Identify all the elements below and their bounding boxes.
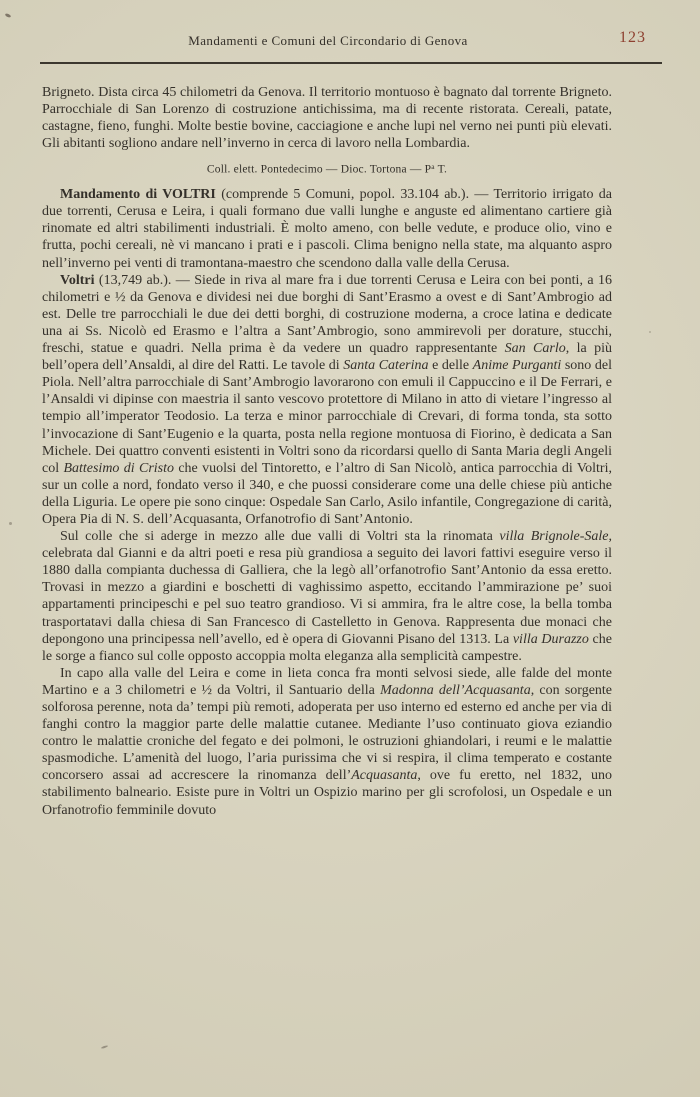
text-run: che vuolsi del Tintoretto, e l’altro di San Nicolò, antica parrocchia di Voltri, sur un colle a nord, fondato verso il 340, e che puossi considerare come una delle chiese più antiche della Liguria. Le opere pie sono cinque: Ospedale San Carlo, Asilo infantile, Congregazione di carità, Opera Pia di N. S. dell’Acquasanta, Orfanotrofio di Sant’Antonio. [42,460,612,527]
paper-speck [101,1045,108,1049]
text-run-i: Madonna dell’Acquasanta [380,682,531,698]
text-run: In capo alla valle del Leira e come in lieta conca fra monti selvosi siede, alle falde del monte Martino e a 3 chilometri e ½ da Voltri, il Santuario della [42,665,612,698]
page-number: 123 [619,29,646,46]
text-run-i: villa Brignole-Sale [499,529,609,545]
text-run: (comprende 5 Comuni, popol. 33.104 ab.). — Territorio irrigato da due torrenti, Cerusa e Leira, i quali formano due valli lunghe e anguste ed alimentano cartiere già rinomate ed altri stabilimenti industriali. È molto ameno, con belle vedute, e produce olio, vino e frutta, pochi cereali, nè vi mancano i prati e i pascoli. Clima benigno nella state, ma alquanto aspro nell’inverno pei venti di tramontana-maestro che scendono dalla valle della Cerusa. [42,187,612,271]
text-run: , ove fu eretto, nel 1832, uno stabilimento balneario. Esiste pure in Voltri un Ospizio marino per gli scrofolosi, un Ospedale e un Orfanotrofio femminile dovuto [42,768,612,818]
text-run: Brigneto. Dista circa 45 chilometri da Genova. Il territorio montuoso è bagnato dal torrente Brigneto. Parrocchiale di San Lorenzo di costruzione antichissima, ma di recente ristorata. Cereali, patate, castagne, fieno, funghi. Molte bestie bovine, cacciagione e anche lupi nel verno nei punti più elevati. Gli abitanti sogliono andare nell’inverno in cerca di lavoro nella Lombardia. [42,85,612,152]
text-run: sono del Piola. Nell’altra parrocchiale di Sant’Ambrogio lavorarono con emuli il Cappuccino e il De Ferrari, e l’Ansaldi vi dipinse con maestria il santo vescovo protettore di Milano in atto di vietare l’ingresso al tempio all’imperator Teodosio. La terza e minor parrocchiale di Crevari, di forma tonda, sta sotto l’invocazione di Sant’Eugenio e la quarta, posta nella regione montuosa di Fiorino, è dedicata a San Michele. Dei quattro conventi esistenti in Voltri sono da ricordarsi quello di Santa Maria degli Angeli col [42,358,612,476]
paragraph [42,528,612,665]
page-header [40,0,662,49]
text-run: , con sorgente solforosa perenne, nota da’ tempi più remoti, adoperata per uso interno ed esterno ed anche per via di fanghi contro la maggior parte delle malattie cutanee. Mediante l’uso continuato giova eziandio contro le malattie croniche del fegato e dei polmoni, le ostruzioni ghiandolari, i reumi e le malattie spasmodiche. L’amenità del luogo, l’aria purissima che vi si respira, il clima temperato e costante concorsero assai ad accrescere la rinomanza dell’ [42,682,613,784]
text-run: Coll. elett. Pontedecimo — Dioc. Tortona — P [206,164,432,177]
text-run: T. [434,164,448,177]
text-run-b: Voltri [60,272,95,288]
text-run-i: villa Durazzo [512,631,589,647]
text-run-i: San Carlo [504,341,566,357]
text-run: e delle [428,358,473,374]
text-run-i: Battesimo di Cristo [63,460,174,476]
paper-speck [5,13,12,18]
text-run: (13,749 ab.). — Siede in riva al mare fra i due torrenti Cerusa e Leira con bei ponti, a 16 chilometri e ½ da Genova e dividesi nei due borghi di Sant’Erasmo a ovest e di Sant’Ambrogio ad est. Delle tre parrocchiali le due dei detti borghi, di costruzione moderna, a croce latina e dedicate una ai Ss. Nicolò ed Erasmo e l’altra a Sant’Ambrogio, sono ammirevoli per dorature, stucchi, freschi, statue e quadri. Nella prima è da vedere un quadro rappresentante [42,272,612,357]
page-body [42,84,612,819]
paragraph [42,84,612,152]
paragraph [42,665,612,819]
text-run-b: Mandamento di VOLTRI [60,187,216,203]
text-run-i: Acquasanta [351,768,418,784]
paragraph [42,186,612,271]
paper-speck [649,331,651,333]
paragraph [42,272,612,528]
running-title: Mandamenti e Comuni del Circondario di Genova [188,33,468,48]
header-rule [40,62,662,64]
text-run: che le sorge a fianco sul colle opposto accoppia molta eleganza alla semplicità campestre. [42,631,612,664]
text-run: , celebrata dal Gianni e da altri poeti e resa più grandiosa a seguito dei lavori fattivi eseguire verso il 1880 dalla compianta duchessa di Galliera, che la legò all’orfanotrofio Sant’Antonio da essa eretto. Trovasi in mezzo a giardini e boschetti di vaghissimo aspetto, eccitando l’ammirazione pe’ suoi appartamenti principeschi e pel suo teatro grandioso. Vi si ammira, fra le altre cose, la bella tomba trasportatavi dalla chiesa di San Francesco di Castelletto in Genova. Rappresenta due monaci che depongono una principessa nell’avello, ed è opera di Giovanni Pisano del 1313. La [42,529,612,647]
text-run-sup: a [431,162,435,172]
text-run: Sul colle che si aderge in mezzo alle due valli di Voltri sta la rinomata [60,529,500,545]
paper-speck [9,522,12,525]
text-run: , la più bell’opera dell’Ansaldi, al dire del Ratti. Le tavole di [42,341,612,374]
electoral-note [42,158,612,179]
text-run-i: Santa Caterina [343,358,429,374]
text-run-i: Anime Purganti [472,358,562,374]
